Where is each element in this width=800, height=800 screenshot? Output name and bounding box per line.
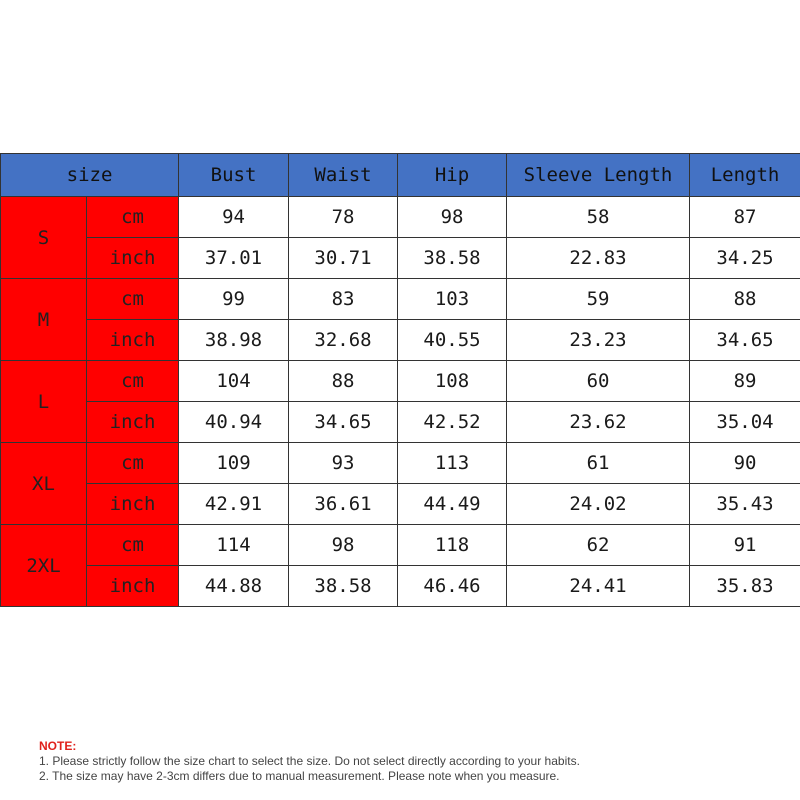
- measurement-cell: 42.91: [179, 484, 289, 525]
- measurement-cell: 108: [398, 361, 507, 402]
- measurement-cell: 38.98: [179, 320, 289, 361]
- measurement-cell: 88: [289, 361, 398, 402]
- measurement-cell: 35.04: [690, 402, 800, 443]
- measurement-cell: 98: [398, 197, 507, 238]
- measurement-cell: 62: [507, 525, 690, 566]
- measurement-cell: 40.55: [398, 320, 507, 361]
- table-row: [1, 484, 800, 525]
- table-row: [1, 238, 800, 279]
- size-label: 2XL: [1, 525, 87, 607]
- unit-label: cm: [87, 443, 179, 484]
- table-row: [1, 361, 800, 402]
- measurement-cell: 34.25: [690, 238, 800, 279]
- size-label: S: [1, 197, 87, 279]
- column-header: Hip: [398, 154, 507, 197]
- measurement-cell: 35.43: [690, 484, 800, 525]
- measurement-cell: 91: [690, 525, 800, 566]
- measurement-cell: 104: [179, 361, 289, 402]
- table-row: [1, 566, 800, 607]
- unit-label: inch: [87, 566, 179, 607]
- measurement-cell: 83: [289, 279, 398, 320]
- measurement-cell: 87: [690, 197, 800, 238]
- unit-label: cm: [87, 279, 179, 320]
- measurement-cell: 61: [507, 443, 690, 484]
- unit-label: inch: [87, 402, 179, 443]
- measurement-cell: 40.94: [179, 402, 289, 443]
- table-row: [1, 443, 800, 484]
- unit-label: inch: [87, 484, 179, 525]
- column-header: Bust: [179, 154, 289, 197]
- header-row: [1, 154, 800, 197]
- measurement-cell: 22.83: [507, 238, 690, 279]
- measurement-cell: 24.41: [507, 566, 690, 607]
- measurement-cell: 24.02: [507, 484, 690, 525]
- unit-label: cm: [87, 525, 179, 566]
- measurement-cell: 98: [289, 525, 398, 566]
- measurement-cell: 38.58: [289, 566, 398, 607]
- unit-label: cm: [87, 197, 179, 238]
- note-line: 1. Please strictly follow the size chart to select the size. Do not select directly according to your habits.: [39, 754, 580, 768]
- measurement-cell: 59: [507, 279, 690, 320]
- unit-label: cm: [87, 361, 179, 402]
- note-title: NOTE:: [39, 739, 77, 753]
- measurement-cell: 88: [690, 279, 800, 320]
- table-row: [1, 279, 800, 320]
- header-size: size: [1, 154, 179, 197]
- unit-label: inch: [87, 320, 179, 361]
- measurement-cell: 118: [398, 525, 507, 566]
- measurement-cell: 90: [690, 443, 800, 484]
- size-chart-table: [0, 153, 800, 607]
- measurement-cell: 60: [507, 361, 690, 402]
- size-label: M: [1, 279, 87, 361]
- measurement-cell: 114: [179, 525, 289, 566]
- unit-label: inch: [87, 238, 179, 279]
- measurement-cell: 93: [289, 443, 398, 484]
- measurement-cell: 42.52: [398, 402, 507, 443]
- column-header: Length: [690, 154, 800, 197]
- measurement-cell: 99: [179, 279, 289, 320]
- measurement-cell: 36.61: [289, 484, 398, 525]
- measurement-cell: 23.23: [507, 320, 690, 361]
- size-label: L: [1, 361, 87, 443]
- measurement-cell: 30.71: [289, 238, 398, 279]
- measurement-cell: 113: [398, 443, 507, 484]
- column-header: Waist: [289, 154, 398, 197]
- measurement-cell: 35.83: [690, 566, 800, 607]
- measurement-cell: 23.62: [507, 402, 690, 443]
- measurement-cell: 44.88: [179, 566, 289, 607]
- table-body: [1, 197, 800, 607]
- measurement-cell: 46.46: [398, 566, 507, 607]
- measurement-cell: 109: [179, 443, 289, 484]
- measurement-cell: 38.58: [398, 238, 507, 279]
- measurement-cell: 32.68: [289, 320, 398, 361]
- measurement-cell: 37.01: [179, 238, 289, 279]
- table-row: [1, 320, 800, 361]
- table-row: [1, 402, 800, 443]
- measurement-cell: 103: [398, 279, 507, 320]
- size-label: XL: [1, 443, 87, 525]
- measurement-cell: 58: [507, 197, 690, 238]
- table-row: [1, 525, 800, 566]
- measurement-cell: 34.65: [289, 402, 398, 443]
- table-row: [1, 197, 800, 238]
- measurement-cell: 78: [289, 197, 398, 238]
- measurement-cell: 34.65: [690, 320, 800, 361]
- note-line: 2. The size may have 2-3cm differs due to manual measurement. Please note when you measure.: [39, 769, 560, 783]
- measurement-cell: 44.49: [398, 484, 507, 525]
- measurement-cell: 89: [690, 361, 800, 402]
- note-section: [39, 739, 779, 784]
- column-header: Sleeve Length: [507, 154, 690, 197]
- measurement-cell: 94: [179, 197, 289, 238]
